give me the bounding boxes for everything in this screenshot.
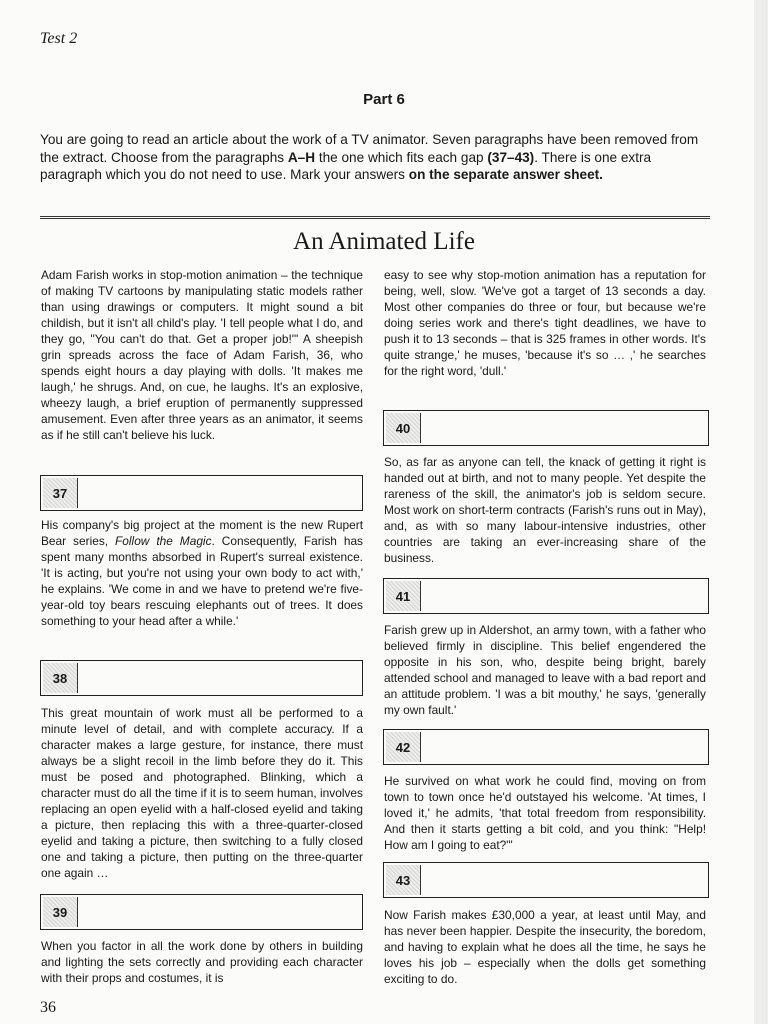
gap-number-40: 40	[386, 413, 421, 443]
page-number: 36	[40, 999, 56, 1016]
article-paragraph-2	[41, 517, 363, 629]
test-label: Test 2	[40, 30, 78, 47]
article-paragraph-9: Now Farish makes £30,000 a year, at least until May, and has never been happier. Despite the insecurity, the boredom, and having to explain what he does all the time, he says he loves his job – especially when the dolls get something exciting to do.	[384, 908, 706, 986]
divider-rule	[40, 216, 710, 219]
article-paragraph-7: Farish grew up in Aldershot, an army town, with a father who believed firmly in discipline. This belief engendered the opposite in his son, who, despite being bright, barely attended school and managed to leave with a bad report and an attitude problem. 'I was a bit mouthy,' he says, 'generally my own fault.'	[384, 623, 706, 717]
article-title: An Animated Life	[293, 228, 475, 255]
instructions-text-3: . There is one extra paragraph which you do not need to use. Mark your answers	[40, 149, 652, 182]
instructions-answer-sheet: on the separate answer sheet.	[408, 167, 603, 182]
gap-box-40[interactable]	[383, 410, 709, 446]
gap-box-41[interactable]	[383, 578, 709, 614]
instructions-text-2: the one which fits each gap	[315, 149, 488, 165]
article-paragraph-6: So, as far as anyone can tell, the knack of getting it right is handed out at birth, and not to many people. Yet despite the rareness of the skill, the animator's job is seldom secure. Most work on short-term contracts (Farish's runs out in May), and, as with so many labour-intensive industries, other countries are taking an ever-increasing share of the business.	[384, 455, 706, 565]
instructions-letters: A–H	[287, 149, 316, 165]
gap-number-39: 39	[43, 897, 78, 927]
gap-number-38: 38	[43, 663, 78, 693]
gap-box-42[interactable]	[383, 729, 709, 765]
gap-number-37: 37	[43, 478, 78, 508]
instructions-text-1: You are going to read an article about the work of a TV animator. Seven paragraphs have been removed from the extract. Choose from the paragraphs	[40, 132, 699, 165]
gap-box-38[interactable]	[40, 660, 363, 696]
gap-box-37[interactable]	[40, 475, 363, 511]
instructions-gap-range: (37–43)	[487, 149, 535, 165]
gap-number-41: 41	[386, 581, 421, 611]
series-title: Follow the Magic	[115, 534, 212, 548]
article-paragraph-5: easy to see why stop-motion animation has a reputation for being, well, slow. 'We've got a target of 13 seconds a day. Most other companies do three or four, but because we're doing series work and there's tight deadlines, we have to push it to 13 seconds – that is 325 frames in other words. It's quite strange,' he muses, 'because it's so … ,' he searches for the right word, 'dull.'	[384, 268, 706, 378]
article-paragraph-1: Adam Farish works in stop-motion animation – the technique of making TV cartoons by manipulating static models rather than using drawings or computers. It might sound a bit childish, but it isn't all child's play. 'I tell people what I do, and they go, "You can't do that. Get a proper job!"' A sheepish grin spreads across the face of Adam Farish, 36, who spends eight hours a day playing with dolls. 'It makes me laugh,' he shrugs. And, on cue, he laughs. It's an explosive, wheezy laugh, a brief eruption of permanently suppressed amusement. Even after three years as an animator, it seems as if he still can't believe his luck.	[41, 268, 363, 442]
article-paragraph-8: He survived on what work he could find, moving on from town to town once he'd outstayed his welcome. 'At times, I loved it,' he admits, 'that total freedom from responsibility. And then it starts getting a bit cold, and you think: "Help! How am I going to eat?"'	[384, 774, 706, 852]
article-paragraph-4: When you factor in all the work done by others in building and lighting the sets correctly and providing each character with their props and costumes, it is	[41, 939, 363, 985]
paragraph-2-text-a: His company's big project at the moment is the new Rupert Bear series,	[41, 518, 363, 548]
part-title: Part 6	[363, 91, 405, 108]
paragraph-2-text-b: . Consequently, Farish has spent many months absorbed in Rupert's surreal existence. 'It is acting, but you're not using your own body to act with,' he explains. 'We come in and we have to pretend we're five-year-old toy bears rescuing elephants out of trees. It does something to your head after a while.'	[41, 534, 364, 628]
article-paragraph-3: This great mountain of work must all be performed to a minute level of detail, and with complete accuracy. If a character makes a large gesture, for instance, there must always be a slight recoil in the limb before they do it. This must be posed and photographed. Blinking, which a character must do all the time if it is to seem human, involves replacing an open eyelid with a half-closed eyelid and taking a picture, then replacing this with a three-quarter-closed eyelid and taking a picture, then switching to a fully closed one and taking a picture, then putting on the three-quarter one again …	[41, 706, 363, 880]
instructions	[40, 131, 712, 184]
gap-box-43[interactable]	[383, 862, 709, 898]
page-edge-shading	[754, 0, 768, 1024]
gap-box-39[interactable]	[40, 894, 363, 930]
gap-number-43: 43	[386, 865, 421, 895]
gap-number-42: 42	[386, 732, 421, 762]
